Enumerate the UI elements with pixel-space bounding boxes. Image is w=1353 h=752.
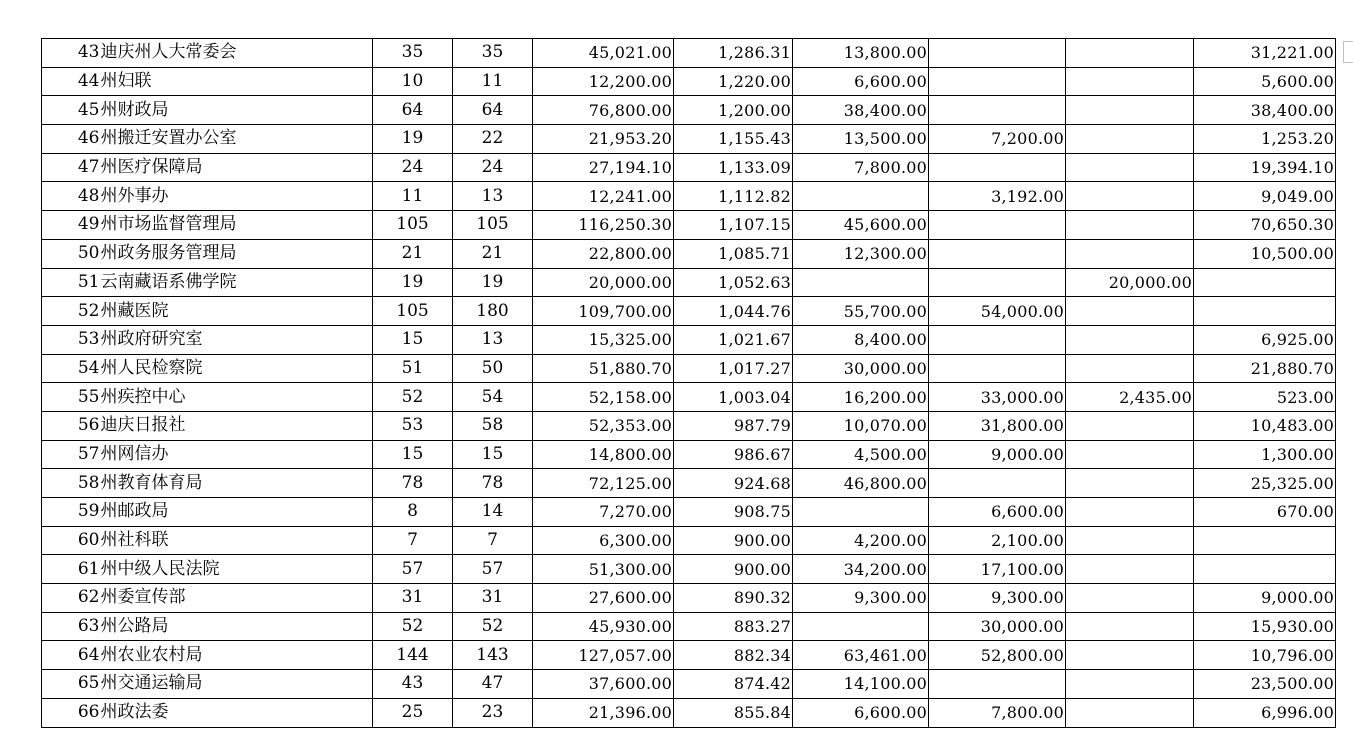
per-capita-cell[interactable]: 1,052.63 bbox=[674, 268, 793, 297]
amount-cell-b[interactable] bbox=[929, 469, 1066, 498]
per-capita-cell[interactable]: 1,107.15 bbox=[674, 211, 793, 240]
amount-cell-d[interactable] bbox=[1194, 555, 1336, 584]
amount-cell-b[interactable] bbox=[929, 211, 1066, 240]
amount-cell-d[interactable]: 15,930.00 bbox=[1194, 612, 1336, 641]
unit-name-cell[interactable]: 州藏医院 bbox=[100, 297, 373, 326]
headcount-cell[interactable]: 53 bbox=[373, 411, 453, 440]
amount-cell-b[interactable] bbox=[929, 67, 1066, 96]
amount-cell-a[interactable]: 6,600.00 bbox=[793, 67, 929, 96]
unit-name-cell[interactable]: 州财政局 bbox=[100, 96, 373, 125]
amount-cell-c[interactable] bbox=[1066, 325, 1194, 354]
per-capita-cell[interactable]: 855.84 bbox=[674, 698, 793, 727]
amount-cell-d[interactable]: 21,880.70 bbox=[1194, 354, 1336, 383]
headcount-cell[interactable]: 19 bbox=[373, 268, 453, 297]
unit-name-cell[interactable]: 迪庆日报社 bbox=[100, 411, 373, 440]
unit-name-cell[interactable]: 州外事办 bbox=[100, 182, 373, 211]
amount-cell-d[interactable]: 38,400.00 bbox=[1194, 96, 1336, 125]
amount-cell-d[interactable] bbox=[1194, 526, 1336, 555]
total-amount-cell[interactable]: 76,800.00 bbox=[533, 96, 674, 125]
row-index-cell[interactable]: 48 bbox=[42, 182, 100, 211]
row-index-cell[interactable]: 60 bbox=[42, 526, 100, 555]
amount-cell-d[interactable]: 6,925.00 bbox=[1194, 325, 1336, 354]
unit-name-cell[interactable]: 州人民检察院 bbox=[100, 354, 373, 383]
per-capita-cell[interactable]: 1,286.31 bbox=[674, 39, 793, 68]
amount-cell-a[interactable]: 13,500.00 bbox=[793, 125, 929, 154]
table-row bbox=[42, 670, 1336, 699]
per-capita-cell[interactable]: 1,003.04 bbox=[674, 383, 793, 412]
headcount-cell[interactable]: 25 bbox=[373, 698, 453, 727]
row-index-cell[interactable]: 65 bbox=[42, 670, 100, 699]
amount-cell-b[interactable] bbox=[929, 325, 1066, 354]
amount-cell-b[interactable] bbox=[929, 268, 1066, 297]
amount-cell-c[interactable] bbox=[1066, 96, 1194, 125]
unit-name-cell[interactable]: 州妇联 bbox=[100, 67, 373, 96]
amount-cell-a[interactable]: 46,800.00 bbox=[793, 469, 929, 498]
total-amount-cell[interactable]: 7,270.00 bbox=[533, 498, 674, 527]
table-row bbox=[42, 354, 1336, 383]
staff-count-cell[interactable]: 19 bbox=[453, 268, 533, 297]
row-index-cell[interactable]: 61 bbox=[42, 555, 100, 584]
amount-cell-d[interactable]: 23,500.00 bbox=[1194, 670, 1336, 699]
amount-cell-b[interactable]: 2,100.00 bbox=[929, 526, 1066, 555]
staff-count-cell[interactable]: 21 bbox=[453, 239, 533, 268]
per-capita-cell[interactable]: 1,021.67 bbox=[674, 325, 793, 354]
total-amount-cell[interactable]: 15,325.00 bbox=[533, 325, 674, 354]
row-index-cell[interactable]: 52 bbox=[42, 297, 100, 326]
staff-count-cell[interactable]: 11 bbox=[453, 67, 533, 96]
total-amount-cell[interactable]: 21,953.20 bbox=[533, 125, 674, 154]
amount-cell-a[interactable]: 12,300.00 bbox=[793, 239, 929, 268]
table-row bbox=[42, 67, 1336, 96]
amount-cell-a[interactable]: 14,100.00 bbox=[793, 670, 929, 699]
amount-cell-d[interactable]: 70,650.30 bbox=[1194, 211, 1336, 240]
amount-cell-c[interactable] bbox=[1066, 498, 1194, 527]
amount-cell-a[interactable]: 16,200.00 bbox=[793, 383, 929, 412]
amount-cell-d[interactable]: 25,325.00 bbox=[1194, 469, 1336, 498]
amount-cell-d[interactable]: 19,394.10 bbox=[1194, 153, 1336, 182]
headcount-cell[interactable]: 57 bbox=[373, 555, 453, 584]
amount-cell-c[interactable]: 2,435.00 bbox=[1066, 383, 1194, 412]
amount-cell-b[interactable]: 3,192.00 bbox=[929, 182, 1066, 211]
headcount-cell[interactable]: 52 bbox=[373, 383, 453, 412]
headcount-cell[interactable]: 15 bbox=[373, 440, 453, 469]
per-capita-cell[interactable]: 1,200.00 bbox=[674, 96, 793, 125]
staff-count-cell[interactable]: 180 bbox=[453, 297, 533, 326]
table-row bbox=[42, 211, 1336, 240]
amount-cell-c[interactable] bbox=[1066, 698, 1194, 727]
staff-count-cell[interactable]: 31 bbox=[453, 584, 533, 613]
amount-cell-a[interactable]: 38,400.00 bbox=[793, 96, 929, 125]
amount-cell-b[interactable] bbox=[929, 153, 1066, 182]
staff-count-cell[interactable]: 15 bbox=[453, 440, 533, 469]
unit-name-cell[interactable]: 州交通运输局 bbox=[100, 670, 373, 699]
row-index-cell[interactable]: 56 bbox=[42, 411, 100, 440]
row-index-cell[interactable]: 57 bbox=[42, 440, 100, 469]
table-row bbox=[42, 584, 1336, 613]
table-row bbox=[42, 96, 1336, 125]
amount-cell-c[interactable] bbox=[1066, 584, 1194, 613]
staff-count-cell[interactable]: 24 bbox=[453, 153, 533, 182]
staff-count-cell[interactable]: 54 bbox=[453, 383, 533, 412]
per-capita-cell[interactable]: 890.32 bbox=[674, 584, 793, 613]
per-capita-cell[interactable]: 900.00 bbox=[674, 555, 793, 584]
staff-count-cell[interactable]: 13 bbox=[453, 182, 533, 211]
amount-cell-b[interactable]: 7,200.00 bbox=[929, 125, 1066, 154]
table-row bbox=[42, 239, 1336, 268]
amount-cell-d[interactable] bbox=[1194, 268, 1336, 297]
amount-cell-c[interactable] bbox=[1066, 239, 1194, 268]
total-amount-cell[interactable]: 12,241.00 bbox=[533, 182, 674, 211]
amount-cell-d[interactable]: 10,796.00 bbox=[1194, 641, 1336, 670]
row-index-cell[interactable]: 66 bbox=[42, 698, 100, 727]
table-row bbox=[42, 325, 1336, 354]
total-amount-cell[interactable]: 14,800.00 bbox=[533, 440, 674, 469]
unit-name-cell[interactable]: 州网信办 bbox=[100, 440, 373, 469]
headcount-cell[interactable]: 52 bbox=[373, 612, 453, 641]
amount-cell-b[interactable] bbox=[929, 239, 1066, 268]
data-table bbox=[41, 38, 1336, 728]
staff-count-cell[interactable]: 50 bbox=[453, 354, 533, 383]
total-amount-cell[interactable]: 27,600.00 bbox=[533, 584, 674, 613]
staff-count-cell[interactable]: 143 bbox=[453, 641, 533, 670]
headcount-cell[interactable]: 31 bbox=[373, 584, 453, 613]
per-capita-cell[interactable]: 1,085.71 bbox=[674, 239, 793, 268]
unit-name-cell[interactable]: 州邮政局 bbox=[100, 498, 373, 527]
headcount-cell[interactable]: 21 bbox=[373, 239, 453, 268]
amount-cell-a[interactable]: 4,500.00 bbox=[793, 440, 929, 469]
amount-cell-b[interactable] bbox=[929, 39, 1066, 68]
staff-count-cell[interactable]: 22 bbox=[453, 125, 533, 154]
table-row bbox=[42, 182, 1336, 211]
staff-count-cell[interactable]: 35 bbox=[453, 39, 533, 68]
staff-count-cell[interactable]: 14 bbox=[453, 498, 533, 527]
amount-cell-c[interactable] bbox=[1066, 555, 1194, 584]
table-row bbox=[42, 411, 1336, 440]
amount-cell-c[interactable]: 20,000.00 bbox=[1066, 268, 1194, 297]
amount-cell-a[interactable] bbox=[793, 268, 929, 297]
staff-count-cell[interactable]: 23 bbox=[453, 698, 533, 727]
staff-count-cell[interactable]: 58 bbox=[453, 411, 533, 440]
unit-name-cell[interactable]: 州委宣传部 bbox=[100, 584, 373, 613]
amount-cell-c[interactable] bbox=[1066, 440, 1194, 469]
amount-cell-a[interactable]: 30,000.00 bbox=[793, 354, 929, 383]
amount-cell-c[interactable] bbox=[1066, 469, 1194, 498]
headcount-cell[interactable]: 15 bbox=[373, 325, 453, 354]
total-amount-cell[interactable]: 27,194.10 bbox=[533, 153, 674, 182]
staff-count-cell[interactable]: 78 bbox=[453, 469, 533, 498]
headcount-cell[interactable]: 19 bbox=[373, 125, 453, 154]
per-capita-cell[interactable]: 1,044.76 bbox=[674, 297, 793, 326]
staff-count-cell[interactable]: 64 bbox=[453, 96, 533, 125]
total-amount-cell[interactable]: 20,000.00 bbox=[533, 268, 674, 297]
table-row bbox=[42, 612, 1336, 641]
amount-cell-b[interactable]: 7,800.00 bbox=[929, 698, 1066, 727]
headcount-cell[interactable]: 7 bbox=[373, 526, 453, 555]
amount-cell-a[interactable]: 6,600.00 bbox=[793, 698, 929, 727]
amount-cell-a[interactable] bbox=[793, 182, 929, 211]
amount-cell-b[interactable]: 17,100.00 bbox=[929, 555, 1066, 584]
headcount-cell[interactable]: 24 bbox=[373, 153, 453, 182]
row-index-cell[interactable]: 49 bbox=[42, 211, 100, 240]
total-amount-cell[interactable]: 22,800.00 bbox=[533, 239, 674, 268]
per-capita-cell[interactable]: 882.34 bbox=[674, 641, 793, 670]
staff-count-cell[interactable]: 47 bbox=[453, 670, 533, 699]
amount-cell-a[interactable] bbox=[793, 498, 929, 527]
unit-name-cell[interactable]: 州疾控中心 bbox=[100, 383, 373, 412]
per-capita-cell[interactable]: 1,112.82 bbox=[674, 182, 793, 211]
total-amount-cell[interactable]: 109,700.00 bbox=[533, 297, 674, 326]
total-amount-cell[interactable]: 127,057.00 bbox=[533, 641, 674, 670]
row-index-cell[interactable]: 46 bbox=[42, 125, 100, 154]
amount-cell-c[interactable] bbox=[1066, 67, 1194, 96]
total-amount-cell[interactable]: 12,200.00 bbox=[533, 67, 674, 96]
table-row bbox=[42, 440, 1336, 469]
per-capita-cell[interactable]: 1,017.27 bbox=[674, 354, 793, 383]
unit-name-cell[interactable]: 州政府研究室 bbox=[100, 325, 373, 354]
amount-cell-d[interactable]: 1,300.00 bbox=[1194, 440, 1336, 469]
total-amount-cell[interactable]: 116,250.30 bbox=[533, 211, 674, 240]
staff-count-cell[interactable]: 13 bbox=[453, 325, 533, 354]
table-row bbox=[42, 125, 1336, 154]
headcount-cell[interactable]: 144 bbox=[373, 641, 453, 670]
amount-cell-b[interactable]: 30,000.00 bbox=[929, 612, 1066, 641]
total-amount-cell[interactable]: 21,396.00 bbox=[533, 698, 674, 727]
per-capita-cell[interactable]: 874.42 bbox=[674, 670, 793, 699]
table-row bbox=[42, 297, 1336, 326]
amount-cell-d[interactable]: 31,221.00 bbox=[1194, 39, 1336, 68]
amount-cell-c[interactable] bbox=[1066, 125, 1194, 154]
amount-cell-a[interactable]: 10,070.00 bbox=[793, 411, 929, 440]
headcount-cell[interactable]: 51 bbox=[373, 354, 453, 383]
row-index-cell[interactable]: 64 bbox=[42, 641, 100, 670]
total-amount-cell[interactable]: 6,300.00 bbox=[533, 526, 674, 555]
amount-cell-a[interactable]: 55,700.00 bbox=[793, 297, 929, 326]
unit-name-cell[interactable]: 州农业农村局 bbox=[100, 641, 373, 670]
row-index-cell[interactable]: 43 bbox=[42, 39, 100, 68]
amount-cell-a[interactable]: 4,200.00 bbox=[793, 526, 929, 555]
headcount-cell[interactable]: 105 bbox=[373, 211, 453, 240]
table-row bbox=[42, 526, 1336, 555]
amount-cell-b[interactable]: 52,800.00 bbox=[929, 641, 1066, 670]
amount-cell-d[interactable]: 10,500.00 bbox=[1194, 239, 1336, 268]
table-row bbox=[42, 641, 1336, 670]
unit-name-cell[interactable]: 迪庆州人大常委会 bbox=[100, 39, 373, 68]
row-index-cell[interactable]: 59 bbox=[42, 498, 100, 527]
row-index-cell[interactable]: 63 bbox=[42, 612, 100, 641]
row-index-cell[interactable]: 50 bbox=[42, 239, 100, 268]
total-amount-cell[interactable]: 45,021.00 bbox=[533, 39, 674, 68]
amount-cell-d[interactable]: 5,600.00 bbox=[1194, 67, 1336, 96]
amount-cell-b[interactable]: 9,000.00 bbox=[929, 440, 1066, 469]
per-capita-cell[interactable]: 908.75 bbox=[674, 498, 793, 527]
amount-cell-b[interactable]: 33,000.00 bbox=[929, 383, 1066, 412]
unit-name-cell[interactable]: 州市场监督管理局 bbox=[100, 211, 373, 240]
amount-cell-c[interactable] bbox=[1066, 39, 1194, 68]
headcount-cell[interactable]: 64 bbox=[373, 96, 453, 125]
amount-cell-b[interactable]: 31,800.00 bbox=[929, 411, 1066, 440]
amount-cell-d[interactable]: 9,049.00 bbox=[1194, 182, 1336, 211]
row-index-cell[interactable]: 51 bbox=[42, 268, 100, 297]
unit-name-cell[interactable]: 州政法委 bbox=[100, 698, 373, 727]
amount-cell-c[interactable] bbox=[1066, 641, 1194, 670]
headcount-cell[interactable]: 35 bbox=[373, 39, 453, 68]
headcount-cell[interactable]: 43 bbox=[373, 670, 453, 699]
total-amount-cell[interactable]: 72,125.00 bbox=[533, 469, 674, 498]
amount-cell-a[interactable]: 8,400.00 bbox=[793, 325, 929, 354]
amount-cell-a[interactable]: 63,461.00 bbox=[793, 641, 929, 670]
staff-count-cell[interactable]: 57 bbox=[453, 555, 533, 584]
amount-cell-b[interactable] bbox=[929, 96, 1066, 125]
cell-comment-marker bbox=[1343, 41, 1353, 63]
unit-name-cell[interactable]: 州搬迁安置办公室 bbox=[100, 125, 373, 154]
amount-cell-a[interactable]: 34,200.00 bbox=[793, 555, 929, 584]
total-amount-cell[interactable]: 45,930.00 bbox=[533, 612, 674, 641]
total-amount-cell[interactable]: 51,880.70 bbox=[533, 354, 674, 383]
table-row bbox=[42, 698, 1336, 727]
amount-cell-d[interactable]: 9,000.00 bbox=[1194, 584, 1336, 613]
staff-count-cell[interactable]: 105 bbox=[453, 211, 533, 240]
unit-name-cell[interactable]: 州政务服务管理局 bbox=[100, 239, 373, 268]
unit-name-cell[interactable]: 州医疗保障局 bbox=[100, 153, 373, 182]
unit-name-cell[interactable]: 州中级人民法院 bbox=[100, 555, 373, 584]
row-index-cell[interactable]: 44 bbox=[42, 67, 100, 96]
per-capita-cell[interactable]: 986.67 bbox=[674, 440, 793, 469]
amount-cell-a[interactable]: 9,300.00 bbox=[793, 584, 929, 613]
per-capita-cell[interactable]: 987.79 bbox=[674, 411, 793, 440]
amount-cell-a[interactable]: 13,800.00 bbox=[793, 39, 929, 68]
headcount-cell[interactable]: 11 bbox=[373, 182, 453, 211]
amount-cell-c[interactable] bbox=[1066, 526, 1194, 555]
table-row bbox=[42, 383, 1336, 412]
table-row bbox=[42, 498, 1336, 527]
amount-cell-c[interactable] bbox=[1066, 153, 1194, 182]
amount-cell-b[interactable]: 6,600.00 bbox=[929, 498, 1066, 527]
unit-name-cell[interactable]: 州公路局 bbox=[100, 612, 373, 641]
row-index-cell[interactable]: 62 bbox=[42, 584, 100, 613]
table-row bbox=[42, 555, 1336, 584]
amount-cell-d[interactable] bbox=[1194, 297, 1336, 326]
per-capita-cell[interactable]: 883.27 bbox=[674, 612, 793, 641]
amount-cell-b[interactable]: 9,300.00 bbox=[929, 584, 1066, 613]
row-index-cell[interactable]: 55 bbox=[42, 383, 100, 412]
total-amount-cell[interactable]: 37,600.00 bbox=[533, 670, 674, 699]
amount-cell-a[interactable]: 45,600.00 bbox=[793, 211, 929, 240]
per-capita-cell[interactable]: 1,220.00 bbox=[674, 67, 793, 96]
amount-cell-c[interactable] bbox=[1066, 182, 1194, 211]
headcount-cell[interactable]: 105 bbox=[373, 297, 453, 326]
amount-cell-c[interactable] bbox=[1066, 354, 1194, 383]
amount-cell-d[interactable]: 6,996.00 bbox=[1194, 698, 1336, 727]
amount-cell-c[interactable] bbox=[1066, 612, 1194, 641]
per-capita-cell[interactable]: 924.68 bbox=[674, 469, 793, 498]
total-amount-cell[interactable]: 52,158.00 bbox=[533, 383, 674, 412]
amount-cell-d[interactable]: 10,483.00 bbox=[1194, 411, 1336, 440]
row-index-cell[interactable]: 45 bbox=[42, 96, 100, 125]
table-row bbox=[42, 268, 1336, 297]
total-amount-cell[interactable]: 51,300.00 bbox=[533, 555, 674, 584]
amount-cell-a[interactable]: 7,800.00 bbox=[793, 153, 929, 182]
table-body bbox=[42, 39, 1336, 728]
row-index-cell[interactable]: 53 bbox=[42, 325, 100, 354]
staff-count-cell[interactable]: 52 bbox=[453, 612, 533, 641]
unit-name-cell[interactable]: 州教育体育局 bbox=[100, 469, 373, 498]
amount-cell-c[interactable] bbox=[1066, 670, 1194, 699]
per-capita-cell[interactable]: 900.00 bbox=[674, 526, 793, 555]
table-row bbox=[42, 153, 1336, 182]
per-capita-cell[interactable]: 1,133.09 bbox=[674, 153, 793, 182]
amount-cell-b[interactable]: 54,000.00 bbox=[929, 297, 1066, 326]
amount-cell-b[interactable] bbox=[929, 670, 1066, 699]
table-row bbox=[42, 39, 1336, 68]
headcount-cell[interactable]: 10 bbox=[373, 67, 453, 96]
amount-cell-b[interactable] bbox=[929, 354, 1066, 383]
amount-cell-c[interactable] bbox=[1066, 411, 1194, 440]
table-row bbox=[42, 469, 1336, 498]
staff-count-cell[interactable]: 7 bbox=[453, 526, 533, 555]
headcount-cell[interactable]: 78 bbox=[373, 469, 453, 498]
amount-cell-d[interactable]: 670.00 bbox=[1194, 498, 1336, 527]
amount-cell-d[interactable]: 1,253.20 bbox=[1194, 125, 1336, 154]
amount-cell-d[interactable]: 523.00 bbox=[1194, 383, 1336, 412]
amount-cell-c[interactable] bbox=[1066, 211, 1194, 240]
total-amount-cell[interactable]: 52,353.00 bbox=[533, 411, 674, 440]
row-index-cell[interactable]: 54 bbox=[42, 354, 100, 383]
unit-name-cell[interactable]: 云南藏语系佛学院 bbox=[100, 268, 373, 297]
headcount-cell[interactable]: 8 bbox=[373, 498, 453, 527]
amount-cell-a[interactable] bbox=[793, 612, 929, 641]
unit-name-cell[interactable]: 州社科联 bbox=[100, 526, 373, 555]
row-index-cell[interactable]: 47 bbox=[42, 153, 100, 182]
row-index-cell[interactable]: 58 bbox=[42, 469, 100, 498]
per-capita-cell[interactable]: 1,155.43 bbox=[674, 125, 793, 154]
amount-cell-c[interactable] bbox=[1066, 297, 1194, 326]
